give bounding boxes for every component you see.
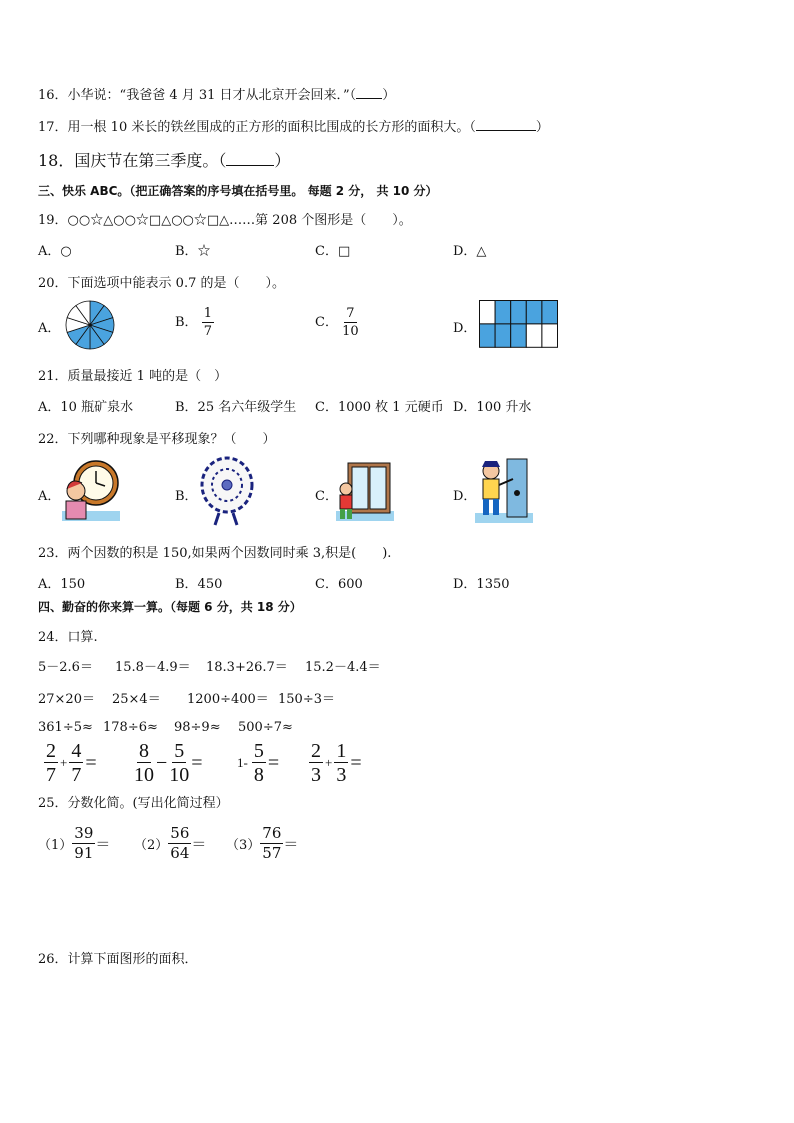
- calc-item: 178÷6≈: [103, 720, 158, 735]
- fraction-numerator: 2: [46, 740, 56, 762]
- fraction-numerator: 7: [346, 306, 355, 321]
- grid-cell: [480, 324, 496, 347]
- q20-option-c[interactable]: [315, 307, 359, 338]
- calc-item: 1200÷400＝: [187, 692, 269, 707]
- fraction-numerator: 4: [71, 740, 82, 762]
- q20-pie-icon: [64, 299, 116, 351]
- grid-cell: [495, 301, 511, 324]
- calc-item: 150÷3＝: [278, 692, 335, 707]
- item-label: （1）: [38, 838, 73, 853]
- q24-row-2: [38, 688, 335, 707]
- question-16-text: 16．小华说：“我爸爸 4 月 31 日才从北京开会回来．”（: [38, 88, 357, 103]
- fraction: [334, 741, 348, 785]
- fraction-denominator: 10: [342, 324, 359, 339]
- question-18-text: 18．国庆节在第三季度。（: [38, 151, 227, 170]
- q22-option-c[interactable]: C．: [315, 489, 338, 504]
- q21-option-c[interactable]: C．1000 枚 1 元硬币: [315, 400, 444, 415]
- fraction-denominator: 7: [203, 324, 212, 339]
- calc-item: 25×4＝: [112, 692, 161, 707]
- worker-icon: [475, 457, 533, 523]
- q20-option-d[interactable]: D．: [453, 321, 477, 336]
- q21-option-a[interactable]: A．10 瓶矿泉水: [38, 400, 134, 415]
- calc-item: 27×20＝: [38, 692, 95, 707]
- answer-blank-17[interactable]: [476, 118, 536, 131]
- q20-option-c-label: C．: [315, 315, 338, 330]
- grid-cell: [526, 301, 542, 324]
- grid-cell: [511, 324, 527, 347]
- q25-item-2: [134, 826, 206, 861]
- equals-sign: =: [350, 751, 362, 774]
- calc-item: 15.8－4.9＝: [115, 660, 191, 675]
- fraction: [168, 826, 191, 861]
- operator: +: [60, 755, 68, 770]
- fraction-numerator: 39: [74, 824, 94, 842]
- fraction: [69, 741, 83, 785]
- equals-sign: =: [267, 751, 280, 774]
- fraction-numerator: 2: [311, 740, 321, 762]
- answer-blank-18[interactable]: [226, 153, 274, 166]
- whole-number: 1-: [237, 755, 248, 770]
- calc-item: 18.3+26.7＝: [206, 660, 288, 675]
- q21-option-d[interactable]: D．100 升水: [453, 400, 532, 415]
- q21-option-b[interactable]: B．25 名六年级学生: [175, 400, 297, 415]
- calc-item: 361÷5≈: [38, 720, 93, 735]
- question-18-close: ）: [274, 151, 291, 170]
- operator: −: [156, 751, 168, 774]
- calc-item: 5－2.6＝: [38, 660, 93, 675]
- equals-sign: ＝: [283, 835, 299, 853]
- question-22-text: 22．下列哪种现象是平移现象？（ ）: [38, 432, 276, 447]
- q22-option-a[interactable]: A．: [38, 489, 61, 504]
- question-18: [38, 148, 290, 171]
- question-24-title: 24．口算.: [38, 630, 98, 645]
- question-17-close: ）: [535, 120, 549, 135]
- fraction-denominator: 8: [253, 764, 264, 786]
- fraction-denominator: 3: [336, 764, 347, 786]
- q20-grid-icon: [479, 300, 559, 348]
- item-label: （2）: [134, 838, 169, 853]
- fraction: [72, 826, 95, 861]
- fraction-numerator: 1: [203, 306, 212, 321]
- fraction-denominator: 64: [170, 844, 190, 862]
- section-4-heading: 四、勤奋的你来算一算。（每题 6 分，共 18 分）: [38, 600, 302, 614]
- fraction-numerator: 56: [170, 824, 190, 842]
- fraction-denominator: 7: [71, 764, 82, 786]
- q19-option-b[interactable]: B．☆: [175, 244, 211, 259]
- equals-sign: ＝: [95, 835, 111, 853]
- q24-fraction-expr-3: [237, 741, 281, 785]
- calc-item: 98÷9≈: [174, 720, 221, 735]
- fraction-numerator: 5: [174, 740, 185, 762]
- q22-option-b[interactable]: B．: [175, 489, 198, 504]
- window-icon: [336, 459, 394, 521]
- fraction-denominator: 3: [311, 764, 321, 786]
- question-19-text: 19．○○☆△○○☆□△○○☆□△……第 208 个图形是（ ）。: [38, 213, 412, 228]
- question-26-text: 26．计算下面图形的面积．: [38, 952, 198, 967]
- fraction: [169, 741, 189, 785]
- q24-fraction-expr-4: [309, 741, 364, 785]
- fraction-numerator: 76: [262, 824, 282, 842]
- q23-option-b[interactable]: B．450: [175, 577, 223, 592]
- question-16: [38, 84, 395, 103]
- q23-option-a[interactable]: A．150: [38, 577, 86, 592]
- q20-fraction-b: [202, 307, 214, 338]
- fraction-numerator: 8: [139, 740, 149, 762]
- fan-icon: [199, 455, 255, 527]
- q24-row-3: [38, 720, 293, 735]
- calc-item: 500÷7≈: [238, 720, 293, 735]
- q23-option-c[interactable]: C．600: [315, 577, 363, 592]
- fraction-denominator: 10: [169, 764, 190, 786]
- calc-item: 15.2－4.4＝: [305, 660, 381, 675]
- question-17-text: 17．用一根 10 米长的铁丝围成的正方形的面积比围成的长方形的面积大。（: [38, 120, 476, 135]
- equals-sign: =: [85, 751, 97, 774]
- grid-cell: [511, 301, 527, 324]
- question-17: [38, 116, 549, 135]
- fraction-numerator: 5: [253, 740, 264, 762]
- q25-item-3: [226, 826, 298, 861]
- question-20-text: 20．下面选项中能表示 0.7 的是（ ）。: [38, 276, 285, 291]
- question-21-text: 21．质量最接近 1 吨的是（ ）: [38, 369, 228, 384]
- fraction-denominator: 7: [46, 764, 56, 786]
- operator: +: [325, 755, 333, 770]
- equals-sign: =: [191, 751, 203, 774]
- grid-cell: [542, 324, 558, 347]
- q20-option-a[interactable]: A．: [38, 321, 61, 336]
- q22-option-d[interactable]: D．: [453, 489, 477, 504]
- q24-fraction-expr-2: [134, 741, 205, 785]
- fraction: [309, 741, 323, 785]
- fraction-denominator: 57: [262, 844, 282, 862]
- fraction-numerator: 1: [336, 740, 347, 762]
- q19-option-c[interactable]: C．□: [315, 244, 351, 259]
- section-3-heading: 三、快乐 ABC。（把正确答案的序号填在括号里。 每题 2 分， 共 10 分）: [38, 184, 438, 198]
- item-label: （3）: [226, 838, 261, 853]
- q23-option-d[interactable]: D．1350: [453, 577, 510, 592]
- q20-option-b[interactable]: [175, 307, 214, 338]
- q19-option-d[interactable]: D．△: [453, 244, 487, 259]
- q24-fraction-expr-1: [44, 741, 99, 785]
- q20-option-b-label: B．: [175, 315, 198, 330]
- grid-cell: [495, 324, 511, 347]
- question-25-title: 25．分数化简。(写出化简过程）: [38, 796, 229, 811]
- equals-sign: ＝: [191, 835, 207, 853]
- clock-icon: [62, 459, 120, 521]
- q20-fraction-c: [342, 307, 359, 338]
- fraction-denominator: 91: [74, 844, 94, 862]
- q24-row-1: [38, 656, 381, 675]
- q25-item-1: [38, 826, 110, 861]
- fraction: [44, 741, 58, 785]
- grid-cell: [542, 301, 558, 324]
- grid-cell: [480, 301, 496, 324]
- question-23-text: 23．两个因数的积是 150,如果两个因数同时乘 3,积是( ).: [38, 546, 392, 561]
- fraction: [134, 741, 154, 785]
- q19-option-a[interactable]: A．○: [38, 244, 72, 259]
- grid-cell: [526, 324, 542, 347]
- answer-blank-16[interactable]: [356, 86, 382, 99]
- fraction-denominator: 10: [134, 764, 154, 786]
- fraction: [252, 741, 266, 785]
- fraction: [260, 826, 283, 861]
- question-16-close: ）: [382, 88, 396, 103]
